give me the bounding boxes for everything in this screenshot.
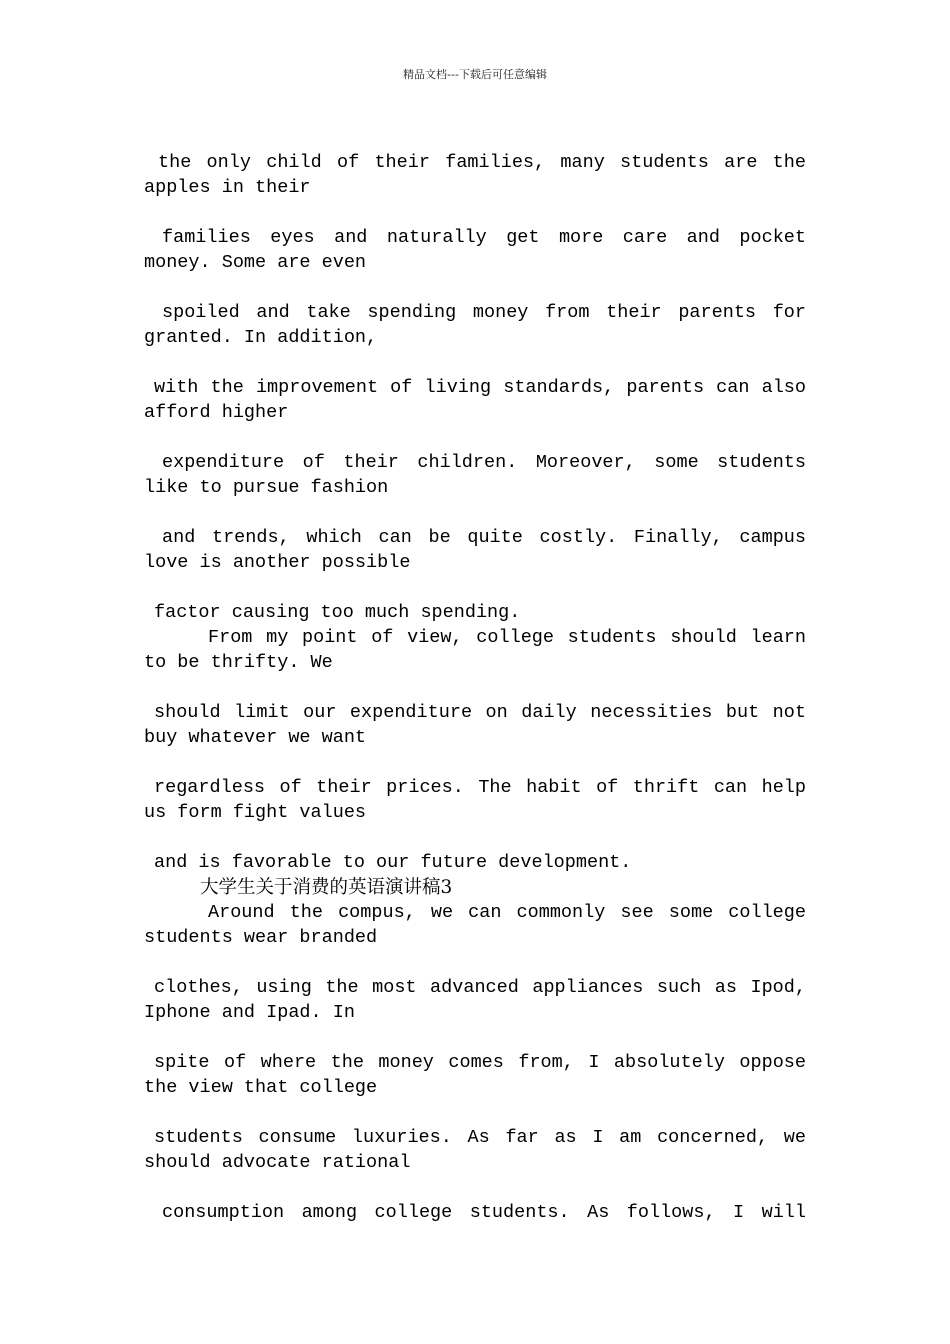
text-line: consumption among college students. As follows, I will [162, 1202, 806, 1223]
text-line: and trends, which can be quite costly. Finally, campus [162, 527, 806, 548]
text-line: love is another possible [144, 552, 411, 573]
text-line: families eyes and naturally get more care and pocket [162, 227, 806, 248]
text-line: us form fight values [144, 802, 367, 823]
text-line: spoiled and take spending money from their parents for [162, 302, 806, 323]
section-heading: 大学生关于消费的英语演讲稿3 [200, 877, 453, 898]
text-line: and is favorable to our future development. [154, 852, 632, 873]
text-line: apples in their [144, 177, 311, 198]
text-line: granted. In addition, [144, 327, 378, 348]
page-header: 精品文档---下载后可任意编辑 [403, 68, 547, 81]
text-line: should limit our expenditure on daily necessities but not [154, 702, 806, 723]
text-line: to be thrifty. We [144, 652, 333, 673]
text-line: expenditure of their children. Moreover, some students [162, 452, 806, 473]
text-line: the view that college [144, 1077, 378, 1098]
text-line: money. Some are even [144, 252, 367, 273]
document-body [144, 150, 806, 1225]
text-line: with the improvement of living standards, parents can also [154, 377, 806, 398]
text-line: students consume luxuries. As far as I am concerned, we [154, 1127, 806, 1148]
text-line: the only child of their families, many students are the [158, 152, 806, 173]
text-line: Around the compus, we can commonly see some college [208, 902, 806, 923]
text-line: should advocate rational [144, 1152, 411, 1173]
text-line: regardless of their prices. The habit of thrift can help [154, 777, 806, 798]
text-line: students wear branded [144, 927, 378, 948]
text-line: buy whatever we want [144, 727, 367, 748]
text-line: From my point of view, college students should learn [208, 627, 806, 648]
text-line: factor causing too much spending. [154, 602, 521, 623]
text-line: clothes, using the most advanced appliances such as Ipod, [154, 977, 806, 998]
text-line: spite of where the money comes from, I absolutely oppose [154, 1052, 806, 1073]
text-line: afford higher [144, 402, 289, 423]
text-line: like to pursue fashion [144, 477, 389, 498]
text-line: Iphone and Ipad. In [144, 1002, 355, 1023]
